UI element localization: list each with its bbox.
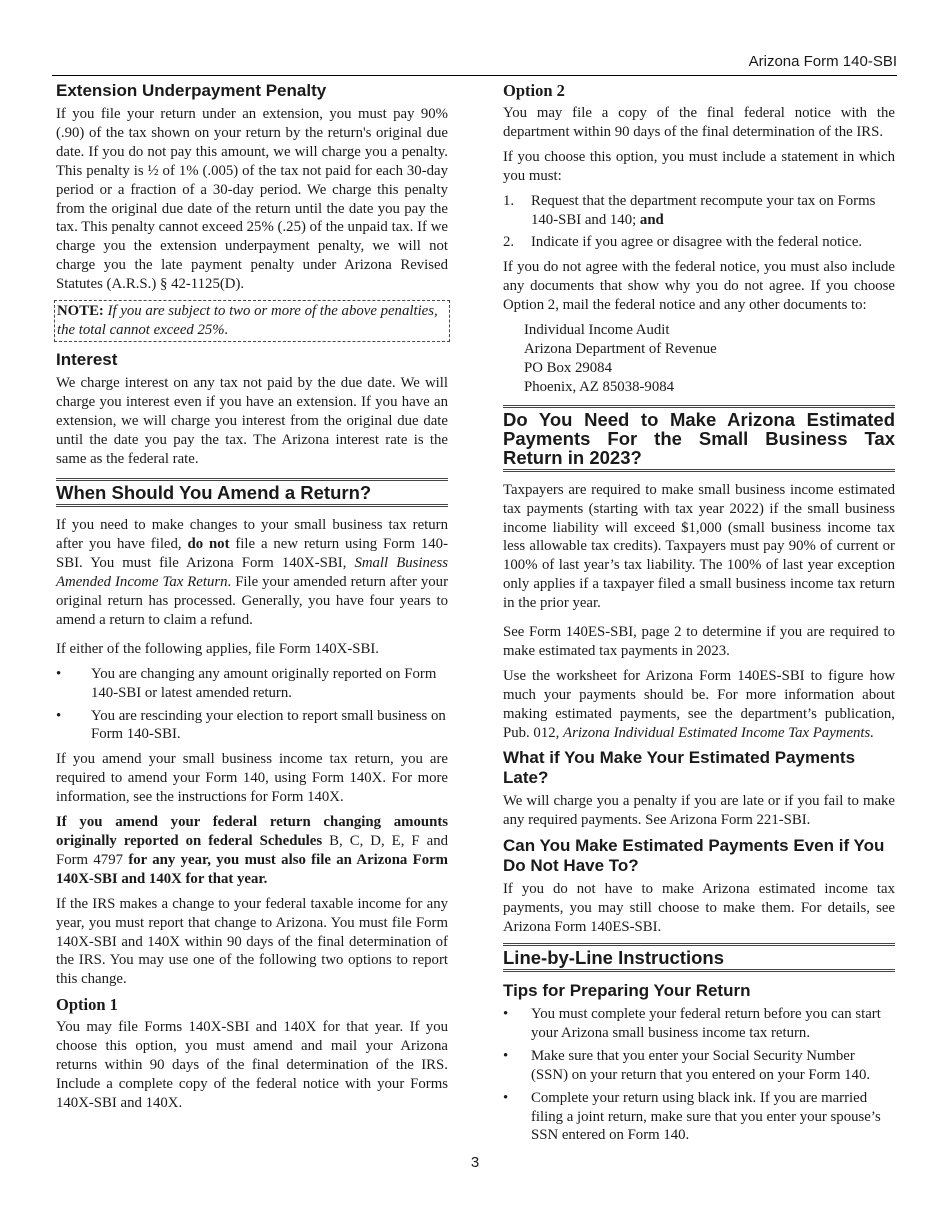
bullet-icon: • [503,1089,509,1106]
list-item: • Make sure that you enter your Social Security Number (SSN) on your return that you entered on your Form 140. [503,1047,871,1083]
late-payments-text: We will charge you a penalty if you are late or if you fail to make any required payments. See Arizona Form 221-SBI. [503,793,895,829]
interest-heading: Interest [56,349,118,369]
late-payments-heading: What if You Make Your Estimated Payments Late? [503,748,856,788]
option-2-list [503,192,895,253]
amend-bullet-list [56,665,448,745]
amend-paragraph-1: If you need to make changes to your small business tax return after you have filed, do not file a new return using Form 140-SBI. You must file Arizona Form 140X-SBI, Small Business Amended Income Tax Return. File your amended return after your original return has processed. Generally, you have four years to amend a return to claim a refund. [56,517,449,628]
voluntary-payments-heading: Can You Make Estimated Payments Even if You Do Not Have To? [503,836,885,876]
page-number: 3 [470,1154,480,1171]
estimated-paragraph-1: Taxpayers are required to make small business income estimated tax payments (starting with tax year 2022) if the small business income liability will exceed $1,000 (small business income tax less allowable tax credits). Taxpayers must pay 90% of current or 100% of last year’s tax liability. The 100% of last year exception only applies if a taxpayer filed a small business income tax return in the prior year. [503,481,895,612]
option-1-heading: Option 1 [56,995,118,1015]
interest-text: We charge interest on any tax not paid by the due date. We will charge you interest even if you have an extension. If you have an extension, we will charge you interest from the original due date until the date you pay the tax. The Arizona interest rate is the same as the federal rate. [56,374,448,467]
amend-paragraph-3: If you amend your small business income tax return, you are required to amend your Form 140, using Form 140X. For more information, see the instructions for Form 140X. [56,751,448,806]
form-title: Arizona Form 140-SBI [748,53,897,70]
list-item: • You are changing any amount originally reported on Form 140-SBI or latest amended return. [56,665,437,701]
voluntary-payments-text: If you do not have to make Arizona estimated income tax payments, you may still choose to make them. For details, see Arizona Form 140ES-SBI. [503,881,895,936]
option-2-disagree-text: If you do not agree with the federal notice, you must also include any documents that show why you do not agree. If you choose Option 2, mail the federal notice and any other documents to: [503,259,895,314]
bullet-icon: • [503,1047,509,1064]
extension-penalty-text: If you file your return under an extension, you must pay 90% (.90) of the tax shown on your return by the return's original due date. If you do not pay this amount, we will charge you a penalty. This penalty is ½ of 1% (.005) of the tax not paid for each 30-day period or a fraction of a 30-day period. We charge this penalty from the original due date of the return until the date you pay the tax. This penalty cannot exceed 25% (.25) of the unpaid tax. If we charge you the extension underpayment penalty, we will not charge you the late payment penalty under Arizona Revised Statutes (A.R.S.) § 42-1125(D). [56,106,448,293]
amend-paragraph-5: If the IRS makes a change to your federal taxable income for any year, you must report that change to Arizona. You must file Form 140X-SBI and 140X within 90 days of the final determination of the IRS. You may use one of the following two options to report this change. [56,895,448,988]
amend-paragraph-2: If either of the following applies, file Form 140X-SBI. [56,640,380,657]
option-2-text: You may file a copy of the final federal notice with the department within 90 days of the final determination of the IRS. [503,105,895,140]
right-column [503,81,895,1151]
estimated-paragraph-2: See Form 140ES-SBI, page 2 to determine if you are required to make estimated tax payments in 2023. [503,624,895,659]
bullet-icon: • [56,665,62,682]
list-item: • You are rescinding your election to report small business on Form 140-SBI. [56,707,446,743]
option-1-text: You may file Forms 140X-SBI and 140X for that year. If you choose this option, you must amend and mail your Arizona returns within 90 days of the final determination of the IRS. Include a complete copy of the federal notice with your Forms 140X-SBI and 140X. [56,1019,448,1111]
bullet-icon: • [56,707,62,724]
bullet-icon: • [503,1006,509,1022]
option-2-heading: Option 2 [503,81,565,100]
mailing-address: Individual Income Audit Arizona Department of Revenue PO Box 29084 Phoenix, AZ 85038-9084 [524,322,717,395]
left-column [56,81,448,1119]
estimated-payments-heading: Do You Need to Make Arizona Estimated Payments For the Small Business Tax Return in 2023? [503,405,895,472]
list-item: 2. Indicate if you agree or disagree with the federal notice. [503,234,863,251]
extension-penalty-heading: Extension Underpayment Penalty [56,81,327,100]
amend-paragraph-4: If you amend your federal return changing amounts originally reported on federal Schedules B, C, D, E, F and Form 4797 for any year, you must also file an Arizona Form 140X-SBI and 140X for that year. [56,814,448,887]
page-header [52,55,897,76]
list-item: • You must complete your federal return before you can start your Arizona small business income tax return. [503,1006,881,1041]
tips-list [503,1005,895,1145]
note-text: If you are subject to two or more of the above penalties, the total cannot exceed 25%. [57,303,438,338]
amend-return-heading: When Should You Amend a Return? [56,478,448,507]
note-label: NOTE: [57,303,104,320]
list-item: 1. Request that the department recompute your tax on Forms 140-SBI and 140; and [503,192,876,228]
tips-heading: Tips for Preparing Your Return [503,981,751,1000]
option-2-statement: If you choose this option, you must include a statement in which you must: [503,148,895,184]
estimated-paragraph-3: Use the worksheet for Arizona Form 140ES-SBI to figure how much your payments should be. For more information about making estimated payments, see the department’s publication, Pub. 012, Arizona Individual Estimated Income Tax Payments. [503,667,895,741]
note-box [54,300,450,342]
line-by-line-heading: Line-by-Line Instructions [503,943,895,972]
list-item: • Complete your return using black ink. If you are married filing a joint return, make sure that you enter your spouse’s SSN entered on Form 140. [503,1089,881,1144]
